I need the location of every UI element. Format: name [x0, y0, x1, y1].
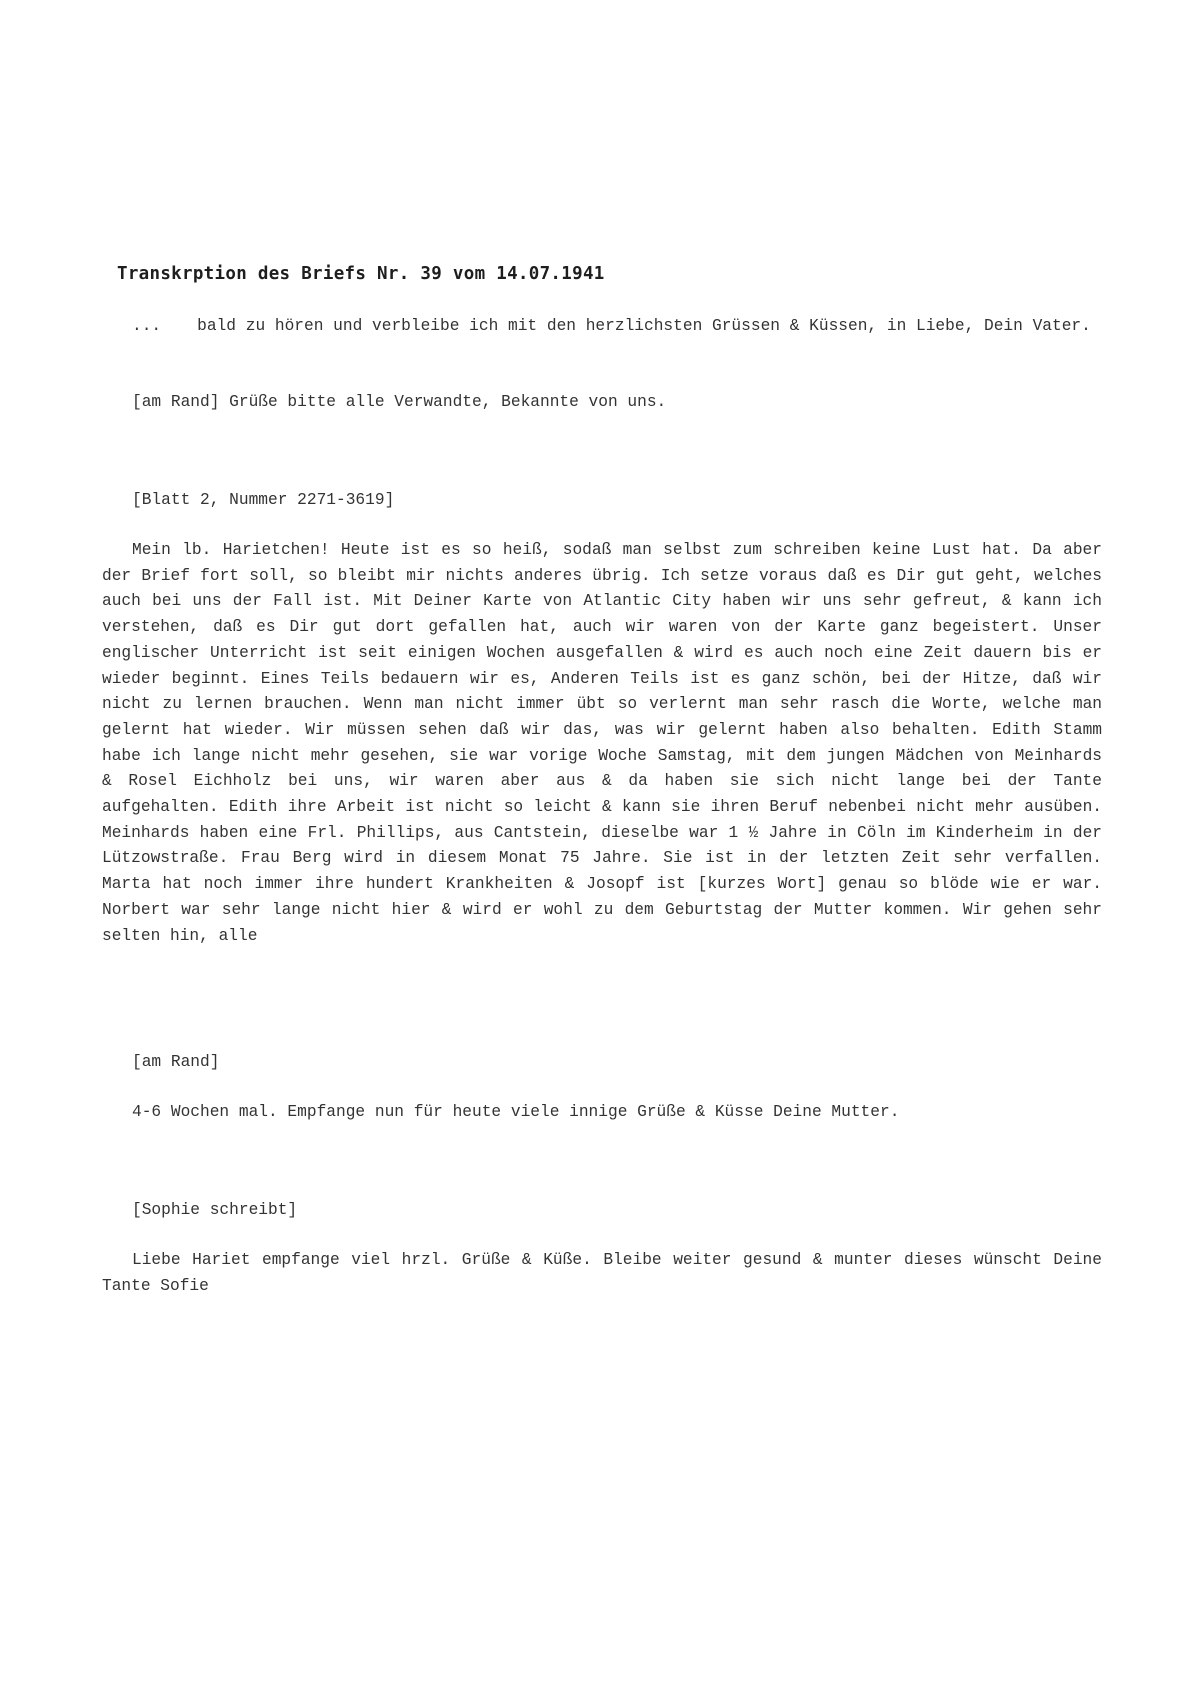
opening-ellipsis: ... [132, 317, 162, 335]
sheet-reference: [Blatt 2, Nummer 2271-3619] [132, 491, 395, 509]
opening-paragraph [102, 314, 1102, 340]
margin-note-greetings: [am Rand] Grüße bitte alle Verwandte, Bekannte von uns. [132, 393, 667, 411]
margin-note-label: [am Rand] [132, 1053, 220, 1071]
main-letter-paragraph: Mein lb. Harietchen! Heute ist es so heiß, sodaß man selbst zum schreiben keine Lust hat. Da aber der Brief fort soll, so bleibt mir nichts anderes übrig. Ich setze voraus daß es Dir gut geht, welches auch bei uns der Fall ist. Mit Deiner Karte von Atlantic City haben wir uns sehr gefreut, & kann ich verstehen, daß es Dir gut dort gefallen hat, auch wir waren von der Karte ganz begeistert. Unser englischer Unterricht ist seit einigen Wochen ausgefallen & wird es auch noch eine Zeit dauern bis er wieder beginnt. Eines Teils bedauern wir es, Anderen Teils ist es ganz schön, bei der Hitze, daß wir nicht zu lernen brauchen. Wenn man nicht immer übt so verlernt man sehr rasch die Worte, welche man gelernt hat wieder. Wir müssen sehen daß wir das, was wir gelernt haben also behalten. Edith Stamm habe ich lange nicht mehr gesehen, sie war vorige Woche Samstag, mit dem jungen Mädchen von Meinhards & Rosel Eichholz bei uns, wir waren aber aus & da haben sie sich nicht lange bei der Tante aufgehalten. Edith ihre Arbeit ist nicht so leicht & kann sie ihren Beruf nebenbei nicht mehr ausüben. Meinhards haben eine Frl. Phillips, aus Cantstein, dieselbe war 1 ½ Jahre in Cöln im Kinderheim in der Lützowstraße. Frau Berg wird in diesem Monat 75 Jahre. Sie ist in der letzten Zeit sehr verfallen. Marta hat noch immer ihre hundert Krankheiten & Josopf ist [kurzes Wort] genau so blöde wie er war. Norbert war sehr lange nicht hier & wird er wohl zu dem Geburtstag der Mutter kommen. Wir gehen sehr selten hin, alle [102, 541, 1102, 945]
margin-continuation: 4-6 Wochen mal. Empfange nun für heute viele innige Grüße & Küsse Deine Mutter. [132, 1103, 900, 1121]
sophie-paragraph: Liebe Hariet empfange viel hrzl. Grüße & Küße. Bleibe weiter gesund & munter dieses wünscht Deine Tante Sofie [102, 1251, 1102, 1295]
sophie-header: [Sophie schreibt] [132, 1201, 298, 1219]
document-title: Transkrption des Briefs Nr. 39 vom 14.07.1941 [117, 264, 605, 284]
opening-text: bald zu hören und verbleibe ich mit den herzlichsten Grüssen & Küssen, in Liebe, Dein Vater. [197, 317, 1091, 335]
